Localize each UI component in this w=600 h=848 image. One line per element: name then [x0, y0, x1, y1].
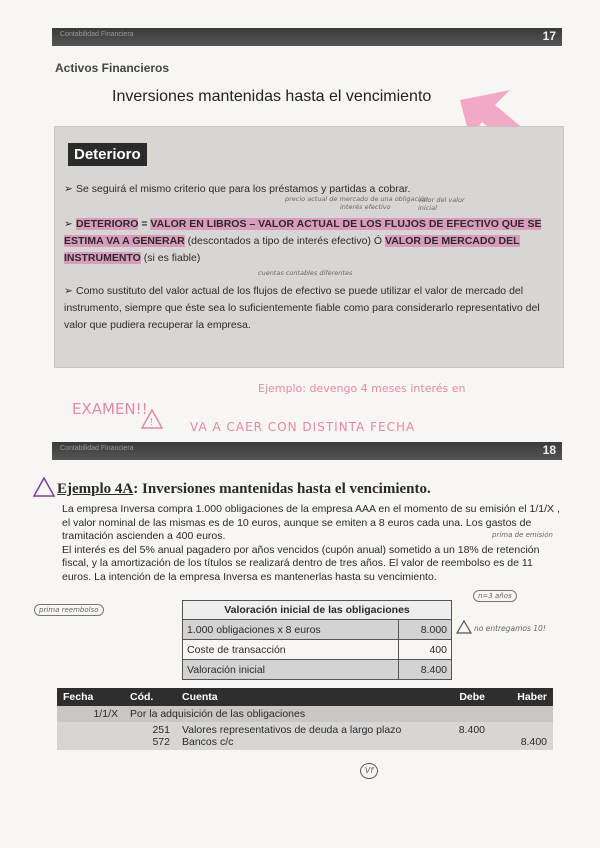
slide-header-text: Contabilidad Financiera: [60, 445, 134, 452]
code-572: 572: [152, 736, 170, 748]
note-interes: interés efectivo: [340, 203, 391, 211]
arrow-bullet-icon: ➢: [64, 285, 73, 297]
table-row: [57, 706, 553, 722]
note-vf: Vf: [360, 763, 378, 779]
highlight-deterioro: DETERIORO: [76, 218, 139, 230]
col-cod: Cód.: [124, 688, 176, 706]
svg-text:!: !: [150, 417, 153, 428]
journal-accounts: [176, 722, 429, 750]
warning-icon: [33, 476, 59, 498]
valuation-title: Valoración inicial de las obligaciones: [183, 601, 452, 620]
note-3-anos: n=3 años: [473, 590, 517, 602]
valuation-value: 8.400: [398, 660, 451, 680]
highlight-valor-mercado: VALOR DE MERCADO DEL INSTRUMENTO: [64, 235, 520, 264]
code-251: 251: [152, 724, 170, 736]
slide-header-bar-2: [52, 442, 562, 460]
debe-amount: 8.400: [458, 724, 485, 736]
bullet-text: Como sustituto del valor actual de los flujos de efectivo se puede utilizar el valor de mercado del instrumento, siempre que éste sea lo suficientemente fiable como para considerarlo representativo del valor que pudiera recuperar la empresa.: [64, 285, 540, 331]
slide-header-bar: [52, 28, 562, 46]
note-prima-emision: prima de emisión: [492, 531, 553, 539]
valuation-value: 400: [398, 640, 451, 660]
note-prima-reembolso: prima reembolso: [34, 604, 104, 616]
col-debe: Debe: [429, 688, 491, 706]
table-row: [183, 640, 452, 660]
valuation-value: 8.000: [398, 620, 451, 640]
haber-amount: 8.400: [520, 736, 547, 748]
valuation-label: Coste de transacción: [183, 640, 399, 660]
slide-number: 17: [542, 29, 556, 43]
deterioro-title: Deterioro: [68, 143, 147, 166]
col-haber: Haber: [491, 688, 553, 706]
paragraph-2: El interés es del 5% anual pagadero por años vencidos (cupón anual) sometido a un 18% de retención fiscal, y la amortización de los títulos se realizará dentro de tres años. El valor de reembolso es de 11 euros. La intención de la empresa Inversa es mantenerlas hasta su vencimiento.: [62, 543, 540, 583]
note-cuentas: cuentas contables diferentes: [258, 269, 353, 277]
journal-debe-value: [429, 722, 491, 750]
slide-number: 18: [542, 443, 556, 457]
slide-header-text: Contabilidad Financiera: [60, 31, 134, 38]
col-fecha: Fecha: [57, 688, 124, 706]
section-title: Activos Financieros: [55, 61, 170, 75]
pink-note-fecha: VA A CAER CON DISTINTA FECHA: [190, 420, 416, 434]
table-row: [183, 620, 452, 640]
paragraph-1: La empresa Inversa compra 1.000 obligaciones de la empresa AAA en el momento de su emisión el 1/1/X , el valor nominal de las mismas es de 10 euros, aunque se emiten a 8 euros cada una. Los gastos de tramitación ascienden a 400 euros.: [62, 503, 560, 542]
table-row: [183, 660, 452, 680]
valuation-label: Valoración inicial: [183, 660, 399, 680]
journal-table: [57, 688, 553, 750]
valuation-table: [182, 600, 452, 680]
journal-concepto: Por la adquisición de las obligaciones: [124, 706, 553, 722]
formula-end-text: (si es fiable): [140, 252, 201, 264]
example-title-text: : Inversiones mantenidas hasta el vencimiento.: [133, 481, 431, 497]
example-body: [62, 503, 562, 584]
valuation-label: 1.000 obligaciones x 8 euros: [183, 620, 399, 640]
arrow-bullet-icon: ➢: [64, 218, 73, 230]
bullet-sustituto: [64, 283, 554, 334]
example-title: [57, 481, 431, 498]
note-precio: precio actual de mercado de una obligación: [285, 195, 428, 203]
pink-note-examen: EXAMEN!!: [72, 400, 148, 418]
equals-text: =: [138, 218, 151, 230]
bullet-text: Se seguirá el mismo criterio que para los préstamos y partidas a cobrar.: [76, 183, 411, 195]
arrow-bullet-icon: ➢: [64, 183, 73, 195]
example-label: Ejemplo 4A: [57, 481, 134, 497]
table-row: [57, 722, 553, 750]
journal-fecha: 1/1/X: [57, 706, 124, 722]
warning-icon: [456, 620, 472, 634]
pink-note-ejemplo: Ejemplo: devengo 4 meses interés en: [258, 382, 466, 395]
account-valores: Valores representativos de deuda a largo plazo: [182, 724, 402, 736]
journal-haber-value: [491, 722, 553, 750]
bullet-deterioro-formula: [64, 216, 554, 267]
account-bancos: Bancos c/c: [182, 736, 234, 748]
col-cuenta: Cuenta: [176, 688, 429, 706]
warning-icon: [140, 408, 164, 430]
highlight-valor-libros: VALOR EN LIBROS – VALOR ACTUAL DE LOS FLUJOS DE EFECTIVO QUE SE ESTIMA VA A GENERAR: [64, 218, 542, 247]
formula-middle-text: (descontados a tipo de interés efectivo) Ó: [184, 235, 385, 247]
journal-header-row: [57, 688, 553, 706]
journal-codes: [124, 722, 176, 750]
page-subtitle: Inversiones mantenidas hasta el vencimiento: [112, 88, 432, 105]
note-valor: valor del valor inicial: [418, 196, 465, 212]
note-no-entregamos: no entregamos 10!: [474, 624, 546, 633]
